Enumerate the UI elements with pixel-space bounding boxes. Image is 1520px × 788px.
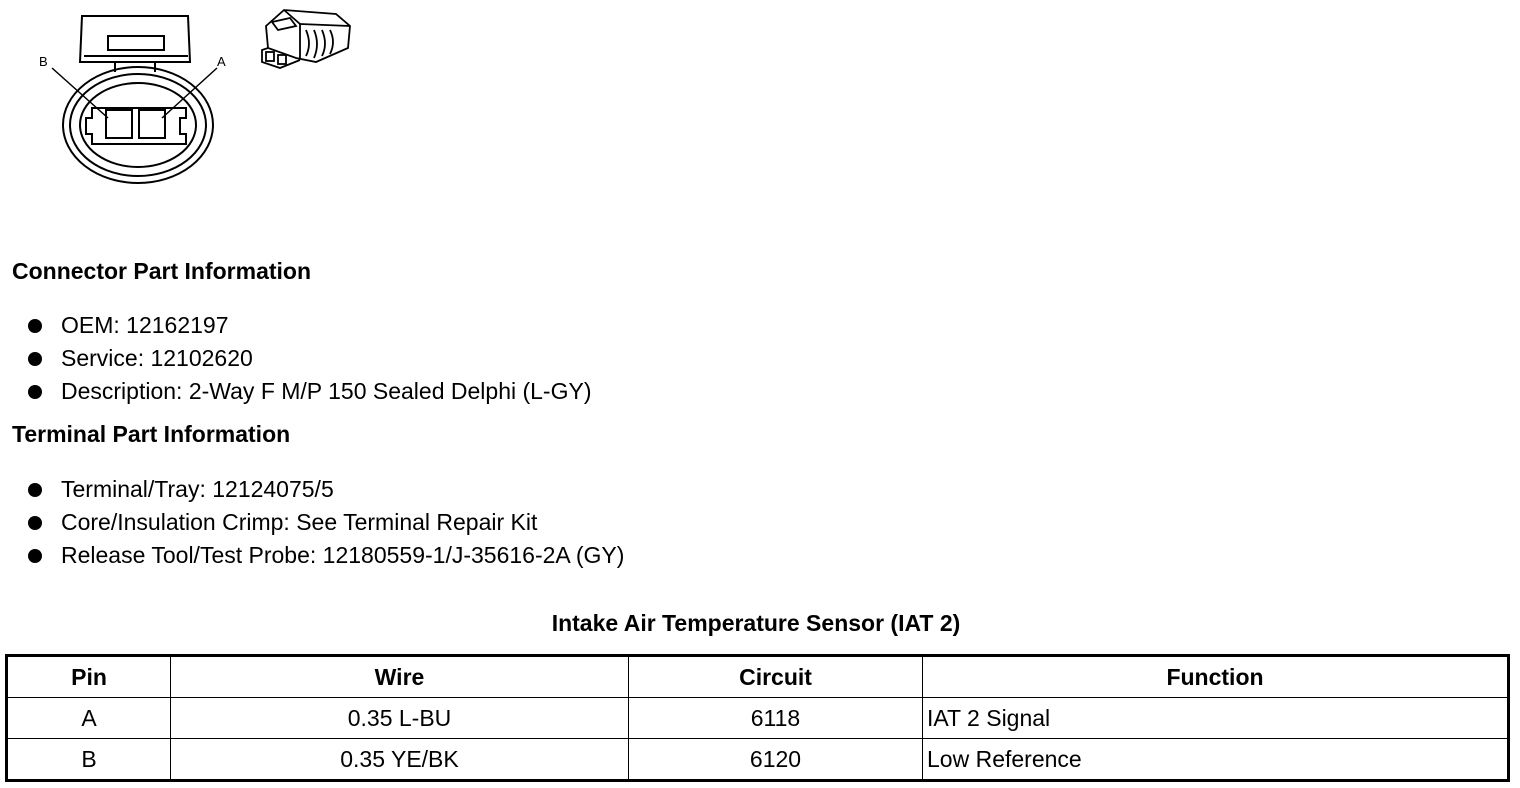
- header-function: Function: [923, 656, 1509, 698]
- cell-wire: 0.35 L-BU: [171, 698, 629, 739]
- list-item-text: Description: 2-Way F M/P 150 Sealed Delphi (L-GY): [61, 378, 592, 404]
- cell-pin: A: [7, 698, 171, 739]
- list-item: [26, 473, 624, 506]
- connector-illustration: [0, 0, 380, 200]
- callout-label-b: B: [39, 54, 48, 69]
- cell-function: Low Reference: [923, 739, 1509, 781]
- header-circuit: Circuit: [629, 656, 923, 698]
- connector-part-info-list: [26, 309, 591, 408]
- list-item-text: Terminal/Tray: 12124075/5: [61, 476, 334, 502]
- list-item: [26, 309, 591, 342]
- connector-isometric-view: [262, 10, 350, 68]
- table-row: [7, 698, 1509, 739]
- list-item: [26, 375, 591, 408]
- terminal-part-info-heading: Terminal Part Information: [12, 421, 291, 447]
- bullet-icon: [28, 516, 42, 530]
- callout-label-a: A: [217, 54, 226, 69]
- table-header-row: [7, 656, 1509, 698]
- pin-table: [5, 654, 1510, 782]
- connector-cavity: [86, 108, 186, 144]
- bullet-icon: [28, 483, 42, 497]
- list-item: [26, 506, 624, 539]
- list-item-text: OEM: 12162197: [61, 312, 229, 338]
- callout-leader-a: [162, 68, 217, 118]
- list-item: [26, 342, 591, 375]
- cell-circuit: 6120: [629, 739, 923, 781]
- header-pin: Pin: [7, 656, 171, 698]
- list-item-text: Service: 12102620: [61, 345, 253, 371]
- header-wire: Wire: [171, 656, 629, 698]
- list-item-text: Release Tool/Test Probe: 12180559-1/J-35616-2A (GY): [61, 542, 625, 568]
- bullet-icon: [28, 385, 42, 399]
- terminal-part-info-list: [26, 473, 624, 572]
- bullet-icon: [28, 549, 42, 563]
- cell-function: IAT 2 Signal: [923, 698, 1509, 739]
- bullet-icon: [28, 352, 42, 366]
- terminal-cavity-a: [139, 110, 165, 138]
- cell-circuit: 6118: [629, 698, 923, 739]
- pin-table-title: Intake Air Temperature Sensor (IAT 2): [551, 610, 961, 636]
- table-row: [7, 739, 1509, 781]
- bullet-icon: [28, 319, 42, 333]
- list-item-text: Core/Insulation Crimp: See Terminal Repair Kit: [61, 509, 538, 535]
- list-item: [26, 539, 624, 572]
- connector-part-info-heading: Connector Part Information: [12, 258, 312, 284]
- cell-wire: 0.35 YE/BK: [171, 739, 629, 781]
- terminal-cavity-b: [106, 110, 132, 138]
- latch-window: [108, 36, 164, 50]
- cell-pin: B: [7, 739, 171, 781]
